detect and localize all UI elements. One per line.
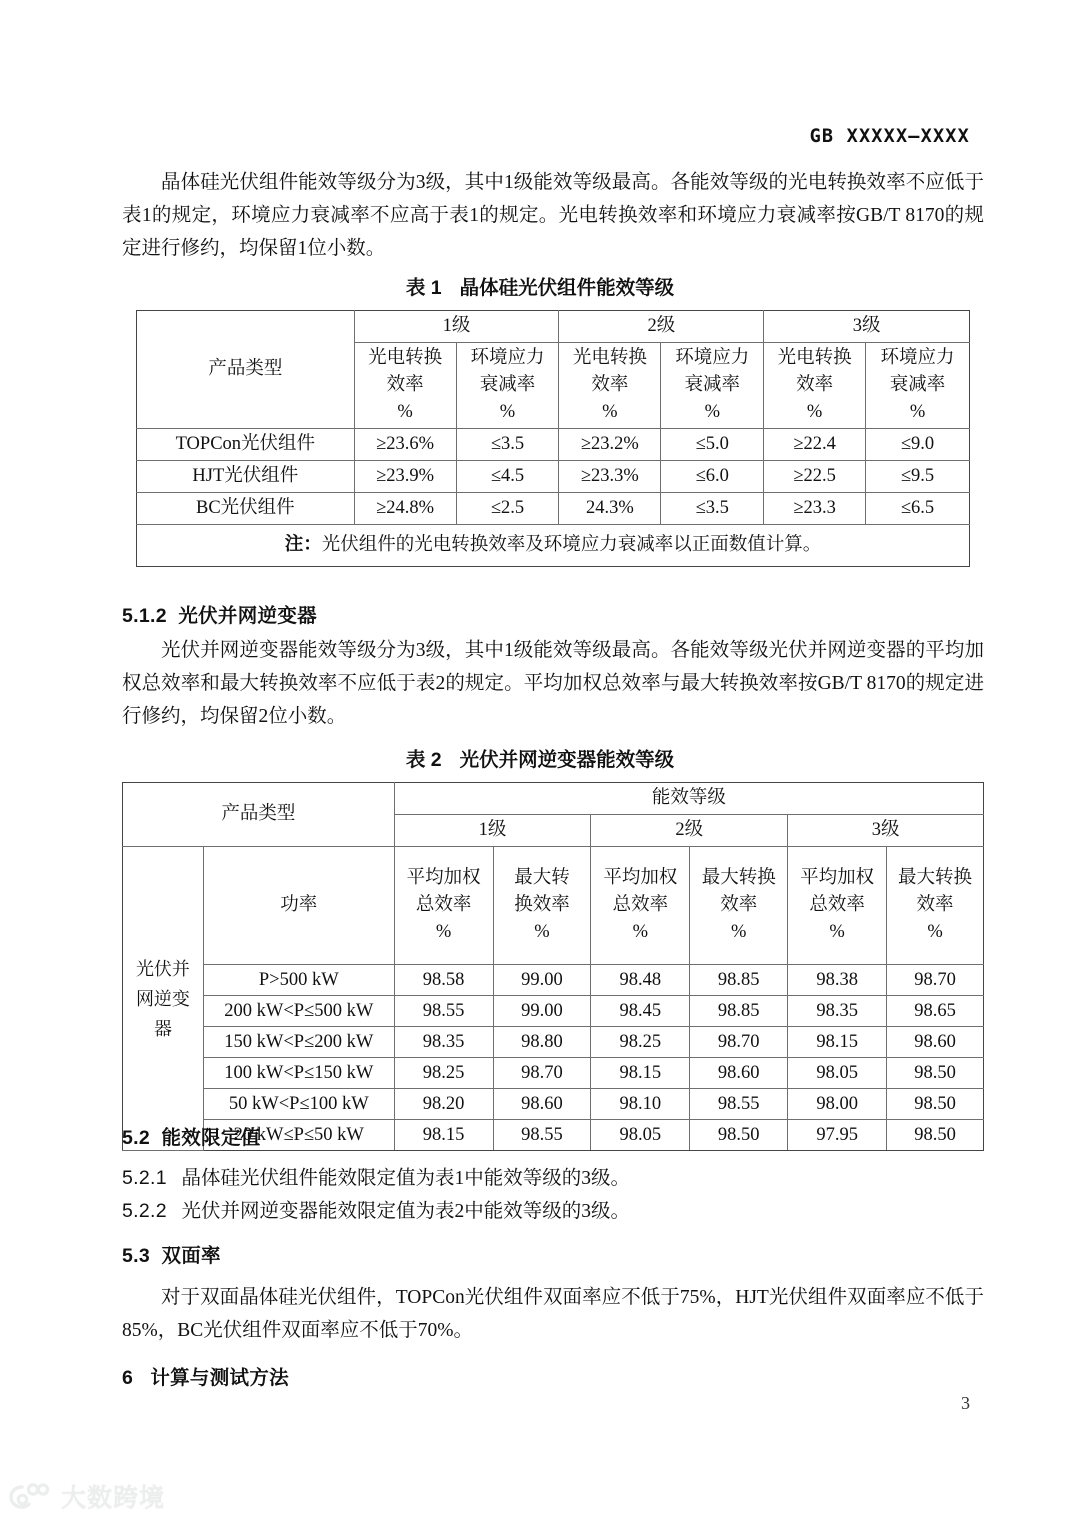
table-module-efficiency-grades <box>136 310 970 567</box>
table-row <box>137 429 970 461</box>
table1-subheader-efficiency-g1-line1: 光电转换 <box>368 348 443 368</box>
table2-cell-g2-avg: 98.45 <box>591 996 690 1027</box>
table1-subheader-efficiency-g3-unit: % <box>806 402 823 422</box>
table2-cell-g3-max: 98.60 <box>887 1027 984 1058</box>
section-6-number: 6 <box>122 1367 134 1389</box>
table1-subheader-efficiency-g1-unit: % <box>397 402 413 422</box>
table1-header-grade-2: 2级 <box>559 311 764 343</box>
table1-subheader-degradation-g3-unit: % <box>909 402 926 422</box>
section-5-3-number: 5.3 <box>122 1245 151 1267</box>
table2-cell-g1-avg: 98.15 <box>394 1120 493 1151</box>
clause-5-2-2 <box>122 1195 984 1228</box>
table2-cell-g2-avg: 98.25 <box>591 1027 690 1058</box>
table1-caption-title: 晶体硅光伏组件能效等级 <box>459 277 675 299</box>
standard-number-header: GB XXXXX—XXXX <box>809 126 970 147</box>
table1-cell-product: TOPCon光伏组件 <box>137 429 355 461</box>
table2-cell-g1-avg: 98.55 <box>394 996 493 1027</box>
table2-cell-g1-avg: 98.35 <box>394 1027 493 1058</box>
table1-cell-g3-deg: ≤9.0 <box>866 429 970 461</box>
table2-row-group-label <box>123 847 204 1151</box>
table1-caption <box>0 272 1080 300</box>
table1-cell-g1-eff: ≥24.8% <box>354 493 456 525</box>
table-row <box>123 1089 984 1120</box>
table1-cell-product: BC光伏组件 <box>137 493 355 525</box>
table1-cell-g1-deg: ≤4.5 <box>456 461 559 493</box>
paragraph-inverter-intro: 光伏并网逆变器能效等级分为3级，其中1级能效等级最高。各能效等级光伏并网逆变器的平均加权总效率和最大转换效率不应低于表2的规定。平均加权总效率与最大转换效率按GB/T 8170的规定进行修约，均保留2位小数。 <box>122 640 984 727</box>
table1-cell-g2-deg: ≤3.5 <box>661 493 764 525</box>
clause-5-2-1-text: 晶体硅光伏组件能效限定值为表1中能效等级的3级。 <box>181 1168 631 1189</box>
table2-cell-power: 50 kW<P≤100 kW <box>203 1089 394 1120</box>
table1-subheader-degradation-g2-line1: 环境应力 <box>675 348 750 368</box>
table2-subheader-max-g3 <box>887 847 984 965</box>
table1-subheader-degradation-g2-unit: % <box>704 402 720 422</box>
table2-cell-g2-avg: 98.05 <box>591 1120 690 1151</box>
table-row <box>123 1027 984 1058</box>
clause-5-2-1-number: 5.2.1 <box>122 1167 167 1189</box>
table2-cell-g3-max: 98.50 <box>887 1089 984 1120</box>
section-5-2-number: 5.2 <box>122 1127 151 1149</box>
table1-cell-g1-eff: ≥23.9% <box>354 461 456 493</box>
table2-cell-g2-max: 98.55 <box>690 1089 788 1120</box>
table2-header-grade-group: 能效等级 <box>394 783 983 815</box>
section-5-3-title: 双面率 <box>161 1245 221 1267</box>
table2-cell-g3-max: 98.50 <box>887 1120 984 1151</box>
table1-subheader-degradation-g1-line2: 衰减率 <box>479 375 536 395</box>
table2-cell-g1-max: 99.00 <box>493 996 591 1027</box>
table2-cell-g2-max: 98.85 <box>690 965 788 996</box>
table1-cell-g1-eff: ≥23.6% <box>354 429 456 461</box>
table-row <box>123 965 984 996</box>
table1-cell-g1-deg: ≤3.5 <box>456 429 559 461</box>
table1-subheader-efficiency-g1 <box>354 343 456 429</box>
table2-cell-g3-avg: 98.15 <box>788 1027 887 1058</box>
table2-header-grade-3: 3级 <box>788 815 984 847</box>
table1-subheader-degradation-g1 <box>456 343 559 429</box>
table2-subheader-max-g1-line2: 换效率 <box>514 895 570 915</box>
table2-subheader-weighted-g1-line2: 总效率 <box>415 895 472 915</box>
table2-cell-g2-max: 98.50 <box>690 1120 788 1151</box>
table1-note-text: 光伏组件的光电转换效率及环境应力衰减率以正面数值计算。 <box>321 535 822 555</box>
page-number: 3 <box>961 1393 970 1413</box>
table2-subheader-weighted-g1-line1: 平均加权 <box>406 868 481 888</box>
table2-header-row-3 <box>123 847 984 965</box>
table-row <box>137 493 970 525</box>
table1-cell-product: HJT光伏组件 <box>137 461 355 493</box>
table2-caption-title: 光伏并网逆变器能效等级 <box>459 749 675 771</box>
table1-subheader-degradation-g3-line2: 衰减率 <box>889 375 946 395</box>
table2-cell-g2-avg: 98.48 <box>591 965 690 996</box>
table2-subheader-max-g2 <box>690 847 788 965</box>
watermark-logo-icon <box>8 1481 52 1511</box>
table1-subheader-efficiency-g2-unit: % <box>602 402 618 422</box>
table2-cell-power: 150 kW<P≤200 kW <box>203 1027 394 1058</box>
table2-cell-g3-max: 98.70 <box>887 965 984 996</box>
table2-caption-label: 表 2 <box>405 749 442 771</box>
table2-subheader-weighted-g2-line1: 平均加权 <box>603 868 678 888</box>
table2-row-group-label-line2: 网逆变 <box>135 988 190 1009</box>
table1-header-grade-3: 3级 <box>764 311 970 343</box>
table2-cell-power: 100 kW<P≤150 kW <box>203 1058 394 1089</box>
table2-subheader-weighted-g2 <box>591 847 690 965</box>
table2-subheader-weighted-g2-unit: % <box>632 922 649 942</box>
table-row <box>123 996 984 1027</box>
table2-subheader-weighted-g3-line2: 总效率 <box>809 895 865 915</box>
table1-cell-g3-eff: ≥22.5 <box>764 461 866 493</box>
table2-header-grade-1: 1级 <box>394 815 591 847</box>
table2-subheader-max-g2-line1: 最大转换 <box>701 868 776 888</box>
clause-5-2-2-number: 5.2.2 <box>122 1200 167 1222</box>
table1-cell-g1-deg: ≤2.5 <box>456 493 559 525</box>
table2-subheader-max-g1-line1: 最大转 <box>514 868 570 888</box>
table2-header-grade-2: 2级 <box>591 815 788 847</box>
table1-subheader-efficiency-g2-line1: 光电转换 <box>572 348 647 368</box>
table2-cell-g3-avg: 98.38 <box>788 965 887 996</box>
table2-cell-g3-avg: 98.35 <box>788 996 887 1027</box>
table2-subheader-max-g3-unit: % <box>927 922 943 942</box>
table1-note <box>137 525 970 567</box>
table1-note-row <box>137 525 970 567</box>
table1-cell-g2-deg: ≤6.0 <box>661 461 764 493</box>
table2-cell-g2-max: 98.70 <box>690 1027 788 1058</box>
table2-cell-g1-max: 98.60 <box>493 1089 591 1120</box>
table2-caption <box>0 744 1080 772</box>
table2-cell-g2-max: 98.85 <box>690 996 788 1027</box>
table2-subheader-weighted-g3 <box>788 847 887 965</box>
table1-subheader-efficiency-g3-line1: 光电转换 <box>777 348 852 368</box>
table2-cell-g1-max: 98.80 <box>493 1027 591 1058</box>
section-heading-5-2 <box>122 1122 260 1150</box>
table2-cell-power: 200 kW<P≤500 kW <box>203 996 394 1027</box>
table1-header-grade-1: 1级 <box>354 311 559 343</box>
table2-cell-g1-max: 98.55 <box>493 1120 591 1151</box>
table1-subheader-efficiency-g3 <box>764 343 866 429</box>
table2-cell-power: P>500 kW <box>203 965 394 996</box>
table2-subheader-max-g1-unit: % <box>534 922 550 942</box>
table2-subheader-weighted-g2-line2: 总效率 <box>612 895 669 915</box>
table1-cell-g3-deg: ≤6.5 <box>866 493 970 525</box>
table2-subheader-weighted-g3-line1: 平均加权 <box>800 868 875 888</box>
table1-subheader-degradation-g1-unit: % <box>499 402 516 422</box>
table1-subheader-efficiency-g2 <box>559 343 661 429</box>
table1-cell-g2-eff: ≥23.2% <box>559 429 661 461</box>
table2-header-power: 功率 <box>203 847 394 965</box>
table1-subheader-degradation-g3 <box>866 343 970 429</box>
watermark-text: 大数跨境 <box>61 1484 166 1512</box>
table2-cell-power: 20 kW≤P≤50 kW <box>203 1120 394 1151</box>
table1-note-label: 注： <box>284 535 322 555</box>
table1-subheader-degradation-g2 <box>661 343 764 429</box>
table1-cell-g2-eff: 24.3% <box>559 493 661 525</box>
table2-subheader-max-g3-line2: 效率 <box>916 895 954 915</box>
table2-cell-g3-avg: 97.95 <box>788 1120 887 1151</box>
table2-subheader-max-g3-line1: 最大转换 <box>898 868 973 888</box>
table2-header-row-1 <box>123 783 984 815</box>
section-heading-5-3 <box>122 1240 221 1268</box>
table1-subheader-efficiency-g3-line2: 效率 <box>796 375 834 395</box>
table2-header-product-type: 产品类型 <box>123 783 395 847</box>
table2-subheader-weighted-g3-unit: % <box>829 922 845 942</box>
table2-subheader-weighted-g1 <box>394 847 493 965</box>
table1-header-row-1 <box>137 311 970 343</box>
paragraph-module-intro: 晶体硅光伏组件能效等级分为3级，其中1级能效等级最高。各能效等级的光电转换效率不应低于表1的规定，环境应力衰减率不应高于表1的规定。光电转换效率和环境应力衰减率按GB/T 8170的规定进行修约，均保留1位小数。 <box>122 172 984 259</box>
section-5-1-2-number: 5.1.2 <box>122 605 167 627</box>
table1-cell-g3-eff: ≥23.3 <box>764 493 866 525</box>
table2-cell-g1-avg: 98.20 <box>394 1089 493 1120</box>
table1-header-product-type: 产品类型 <box>137 311 355 429</box>
paragraph-bifacial: 对于双面晶体硅光伏组件，TOPCon光伏组件双面率应不低于75%，HJT光伏组件双面率应不低于85%，BC光伏组件双面率应不低于70%。 <box>122 1287 984 1341</box>
section-5-1-2-title: 光伏并网逆变器 <box>178 605 317 627</box>
table2-cell-g3-avg: 98.05 <box>788 1058 887 1089</box>
table2-row-group-label-line1: 光伏并 <box>135 958 190 979</box>
table2-cell-g1-max: 99.00 <box>493 965 591 996</box>
table2-cell-g3-avg: 98.00 <box>788 1089 887 1120</box>
table2-cell-g3-max: 98.50 <box>887 1058 984 1089</box>
table1-subheader-efficiency-g2-line2: 效率 <box>591 375 629 395</box>
clause-5-2-2-text: 光伏并网逆变器能效限定值为表2中能效等级的3级。 <box>181 1201 631 1222</box>
table2-subheader-max-g2-line2: 效率 <box>720 895 758 915</box>
table2-cell-g1-max: 98.70 <box>493 1058 591 1089</box>
table1-subheader-degradation-g2-line2: 衰减率 <box>684 375 741 395</box>
table2-cell-g1-avg: 98.25 <box>394 1058 493 1089</box>
table1-cell-g2-eff: ≥23.3% <box>559 461 661 493</box>
table1-cell-g2-deg: ≤5.0 <box>661 429 764 461</box>
table2-cell-g2-avg: 98.15 <box>591 1058 690 1089</box>
table1-subheader-efficiency-g1-line2: 效率 <box>386 375 424 395</box>
section-heading-5-1-2 <box>122 600 317 628</box>
table2-cell-g2-max: 98.60 <box>690 1058 788 1089</box>
table-row <box>123 1058 984 1089</box>
table2-row-group-label-line3: 器 <box>153 1018 172 1039</box>
watermark <box>8 1478 165 1514</box>
table-row <box>137 461 970 493</box>
table-inverter-efficiency-grades <box>122 782 984 1151</box>
table1-subheader-degradation-g1-line1: 环境应力 <box>470 348 545 368</box>
section-5-2-title: 能效限定值 <box>161 1127 261 1149</box>
table2-subheader-weighted-g1-unit: % <box>435 922 452 942</box>
table2-subheader-max-g2-unit: % <box>731 922 747 942</box>
section-heading-6 <box>122 1362 289 1390</box>
table1-subheader-degradation-g3-line1: 环境应力 <box>880 348 955 368</box>
table2-cell-g1-avg: 98.58 <box>394 965 493 996</box>
table2-cell-g3-max: 98.65 <box>887 996 984 1027</box>
clause-5-2-1 <box>122 1162 984 1195</box>
table2-subheader-max-g1 <box>493 847 591 965</box>
table1-caption-label: 表 1 <box>405 277 442 299</box>
table2-cell-g2-avg: 98.10 <box>591 1089 690 1120</box>
table1-cell-g3-eff: ≥22.4 <box>764 429 866 461</box>
section-6-title: 计算与测试方法 <box>150 1367 289 1389</box>
table1-cell-g3-deg: ≤9.5 <box>866 461 970 493</box>
